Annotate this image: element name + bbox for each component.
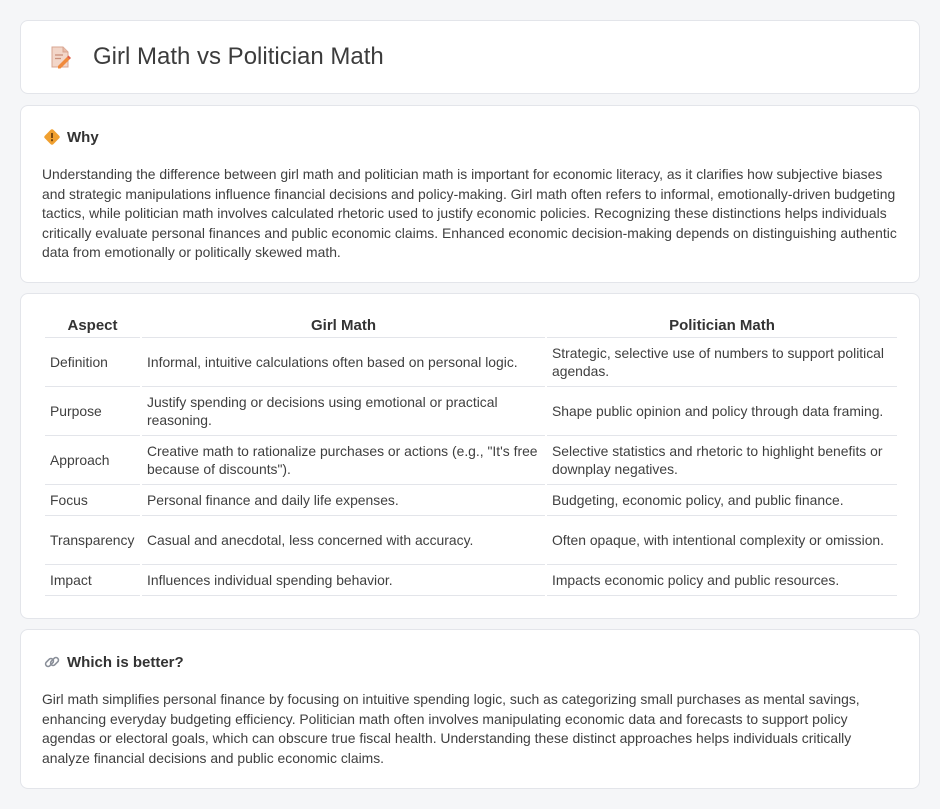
why-heading: Why xyxy=(67,128,99,146)
header-aspect: Aspect xyxy=(45,314,140,338)
table-row xyxy=(45,516,897,565)
comparison-table xyxy=(43,314,899,596)
girl-math-cell: Informal, intuitive calculations often based on personal logic. xyxy=(142,338,545,387)
aspect-cell: Impact xyxy=(45,565,140,596)
politician-math-cell: Shape public opinion and policy through data framing. xyxy=(547,387,897,436)
why-header xyxy=(43,128,99,146)
politician-math-cell: Budgeting, economic policy, and public finance. xyxy=(547,485,897,516)
why-text: Understanding the difference between girl math and politician math is important for economic literacy, as it clarifies how subjective biases and strategic manipulations influence financial decisions and policy-making. Girl math often refers to informal, emotionally-driven budgeting tactics, while politician math involves calculated rhetoric used to justify economic policies. Recognizing these distinctions helps individuals critically evaluate personal finances and public economic claims. Enhanced economic decision-making depends on distinguishing authentic data from emotionally or politically skewed math. xyxy=(42,166,897,261)
comparison-card xyxy=(20,293,920,619)
aspect-cell: Purpose xyxy=(45,387,140,436)
table-row xyxy=(45,436,897,485)
girl-math-cell: Casual and anecdotal, less concerned with accuracy. xyxy=(142,516,545,565)
diamond-warning-icon xyxy=(43,128,61,146)
girl-math-cell: Justify spending or decisions using emotional or practical reasoning. xyxy=(142,387,545,436)
table-row xyxy=(45,338,897,387)
girl-math-cell: Personal finance and daily life expenses. xyxy=(142,485,545,516)
which-better-card xyxy=(20,629,920,789)
better-heading: Which is better? xyxy=(67,653,184,671)
aspect-cell: Definition xyxy=(45,338,140,387)
document-pencil-icon xyxy=(47,44,73,70)
politician-math-cell: Strategic, selective use of numbers to support political agendas. xyxy=(547,338,897,387)
better-header xyxy=(43,653,184,671)
table-header-row xyxy=(45,314,897,338)
table-row xyxy=(45,387,897,436)
aspect-cell: Focus xyxy=(45,485,140,516)
title-card xyxy=(20,20,920,94)
link-icon xyxy=(43,653,61,671)
aspect-cell: Approach xyxy=(45,436,140,485)
girl-math-cell: Influences individual spending behavior. xyxy=(142,565,545,596)
table-row xyxy=(45,485,897,516)
page-title: Girl Math vs Politician Math xyxy=(93,43,384,70)
better-text: Girl math simplifies personal finance by focusing on intuitive spending logic, such as categorizing small purchases as mental savings, enhancing everyday budgeting efficiency. Politician math often involves manipulating economic data and forecasts to support policy agendas or electoral goals, which can obscure true fiscal health. Understanding these distinct approaches helps individuals critically analyze financial decisions and public economic claims. xyxy=(42,691,860,766)
header-girl-math: Girl Math xyxy=(142,314,545,338)
aspect-cell: Transparency xyxy=(45,516,140,565)
girl-math-cell: Creative math to rationalize purchases or actions (e.g., "It's free because of discounts"). xyxy=(142,436,545,485)
politician-math-cell: Selective statistics and rhetoric to highlight benefits or downplay negatives. xyxy=(547,436,897,485)
table-row xyxy=(45,565,897,596)
why-card xyxy=(20,105,920,283)
header-politician-math: Politician Math xyxy=(547,314,897,338)
politician-math-cell: Impacts economic policy and public resources. xyxy=(547,565,897,596)
politician-math-cell: Often opaque, with intentional complexity or omission. xyxy=(547,516,897,565)
